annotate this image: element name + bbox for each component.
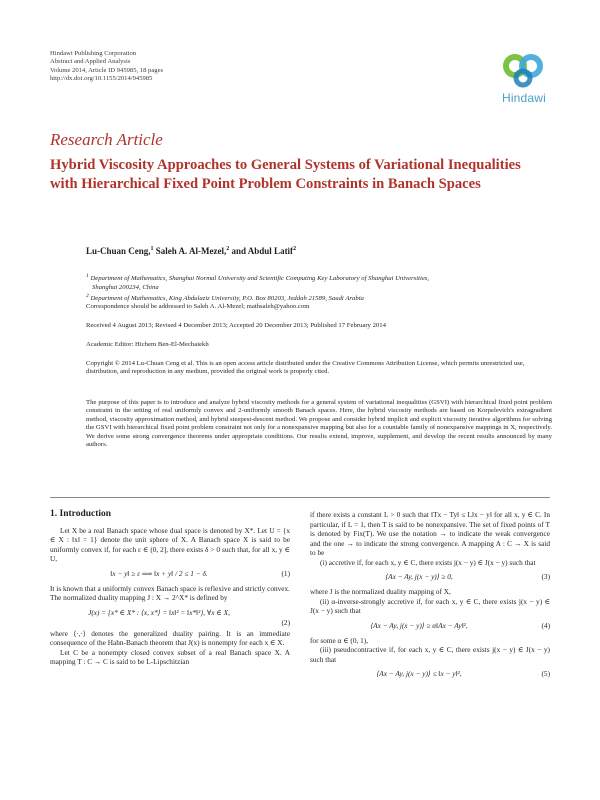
- author-affiliation-mark: 2: [293, 246, 297, 252]
- abstract: The purpose of this paper is to introduce and analyze hybrid viscosity methods for a general system of variational inequalities (GSVI) with hierarchical fixed point problem constraint in the setting of real uniformly convex and 2-uniformly smooth Banach spaces. Here, the hybrid viscosity methods are based on Korpelevich's extragradient method, viscosity approximation method, and hybrid steepest-descent method. We propose and consider hybrid implicit and explicit viscosity iterative algorithms for solving the GSVI with hierarchical fixed point problem constraint not only for a nonexpansive mapping but also for a countable family of nonexpansive mappings in X, respectively. We derive some strong convergence theorems under appropriate conditions. Our results extend, improve, supplement, and develop the recent results announced by many authors.: [86, 399, 552, 449]
- academic-editor: Academic Editor: Hichem Ben-El-Mechaiekh: [86, 341, 209, 348]
- equation-number: (4): [541, 620, 550, 630]
- equation-1: [50, 564, 290, 584]
- equation-expression: ⟨Ax − Ay, j(x − y)⟩ ≥ 0,: [385, 572, 453, 581]
- affiliation-1: Department of Mathematics, Shanghai Normal University and Scientific Computing Key Laboratory of Shanghai Universities,: [90, 275, 430, 283]
- equation-expression: ⟨Ax − Ay, j(x − y)⟩ ≤ ‖x − y‖²,: [376, 669, 462, 678]
- equation-2: [50, 603, 290, 629]
- list-item: (i) accretive if, for each x, y ∈ C, there exists j(x − y) ∈ J(x − y) such that: [320, 557, 536, 567]
- author-name: and Abdul Latif: [229, 246, 294, 256]
- volume-info: Volume 2014, Article ID 945985, 18 pages: [50, 66, 164, 74]
- author-affiliation-mark: 1: [150, 246, 154, 252]
- equation-number: (2): [281, 617, 290, 627]
- paragraph: where ⟨·,·⟩ denotes the generalized duality pairing. It is an immediate consequence of the Hahn-Banach theorem that J(x) is nonempty for each x ∈ X.: [50, 628, 290, 647]
- hindawi-logo-text: Hindawi: [501, 91, 547, 105]
- equation-4: [310, 616, 550, 636]
- paragraph: for some α ∈ (0, 1),: [310, 635, 369, 645]
- section-divider: [50, 497, 550, 498]
- paragraph: Let X be a real Banach space whose dual space is denoted by X*. Let U = {x ∈ X : ‖x‖ = 1} denote the unit sphere of X. A Banach space X is said to be uniformly convex if, for each ε ∈ (0, 2], there exists δ > 0 such that, for all x, y ∈ U,: [50, 525, 290, 563]
- author-name: Lu-Chuan Ceng,: [86, 246, 151, 256]
- author-list: [86, 246, 296, 256]
- affiliations: $^1$ Department of Mathematics, Shanghai Normal University and Scientific Computing Key Laboratory of Shanghai Universities, Shanghai 200234, China $^2$ Department of Mathematics, King Abdulaziz University, P.O. Box 80203, Jeddah 21589, Saudi Arabia: [86, 272, 552, 304]
- left-column: [50, 510, 290, 667]
- equation-number: (1): [281, 568, 290, 578]
- equation-3: [310, 567, 550, 587]
- equation-expression: ‖x − y‖ ≥ ε ⟹ ‖x + y‖ / 2 ≤ 1 − δ.: [110, 568, 208, 578]
- journal-name: Abstract and Applied Analysis: [50, 58, 131, 66]
- author-name: Saleh A. Al-Mezel,: [153, 246, 227, 256]
- list-item: (iii) pseudocontractive if, for each x, y ∈ C, there exists j(x − y) ∈ J(x − y) such that: [310, 645, 550, 664]
- paragraph: Let C be a nonempty closed convex subset of a real Banach space X. A mapping T : C → C is said to be L-Lipschitzian: [50, 647, 290, 666]
- equation-5: [310, 664, 550, 684]
- list-item: (ii) α-inverse-strongly accretive if, for each x, y ∈ C, there exists j(x − y) ∈ J(x − y) such that: [310, 596, 550, 615]
- equation-expression: ⟨Ax − Ay, j(x − y)⟩ ≥ α‖Ax − Ay‖²,: [370, 620, 468, 630]
- paragraph: if there exists a constant L > 0 such that ‖Tx − Ty‖ ≤ L‖x − y‖ for all x, y ∈ C. In particular, if L = 1, then T is said to be nonexpansive. The set of fixed points of T is denoted by Fix(T). We use the notation → to indicate the weak convergence and the one → to indicate the strong convergence. A mapping A : C → X is said to be: [310, 510, 550, 557]
- equation-number: (5): [541, 669, 550, 678]
- section-heading: 1. Introduction: [50, 509, 112, 519]
- doi-link[interactable]: http://dx.doi.org/10.1155/2014/945985: [50, 75, 153, 83]
- article-dates: Received 4 August 2013; Revised 4 December 2013; Accepted 20 December 2013; Published 17 February 2014: [86, 322, 386, 329]
- article-title: Hybrid Viscosity Approaches to General Systems of Variational Inequalities with Hierarchical Fixed Point Problem Constraints in Banach Spaces: [50, 157, 521, 192]
- publisher-name: Hindawi Publishing Corporation: [50, 50, 137, 57]
- equation-number: (3): [541, 572, 550, 581]
- correspondence: Correspondence should be addressed to Saleh A. Al-Mezel; mathsaleh@yahoo.com: [86, 303, 310, 310]
- paragraph: It is known that a uniformly convex Banach space is reflexive and strictly convex. The normalized duality mapping J : X → 2^X* is defined by: [50, 583, 290, 602]
- right-column: [310, 510, 550, 684]
- copyright-notice: Copyright © 2014 Lu-Chuan Ceng et al. This is an open access article distributed under the Creative Commons Attribution License, which permits unrestricted use, distribution, and reproduction in any medium, provided the original work is properly cited.: [86, 360, 525, 376]
- article-type: Research Article: [50, 130, 163, 149]
- author-affiliation-mark: 2: [226, 246, 230, 252]
- affiliation-2: Department of Mathematics, King Abdulaziz University, P.O. Box 80203, Jeddah 21589, Saudi Arabia: [90, 295, 364, 303]
- paragraph: where J is the normalized duality mapping of X,: [310, 587, 451, 596]
- affiliation-1-cont: Shanghai 200234, China: [92, 283, 159, 291]
- equation-expression: J(x) = {x* ∈ X* : ⟨x, x*⟩ = ‖x‖² = ‖x*‖²}, ∀x ∈ X,: [88, 607, 230, 617]
- publication-info: [50, 50, 163, 84]
